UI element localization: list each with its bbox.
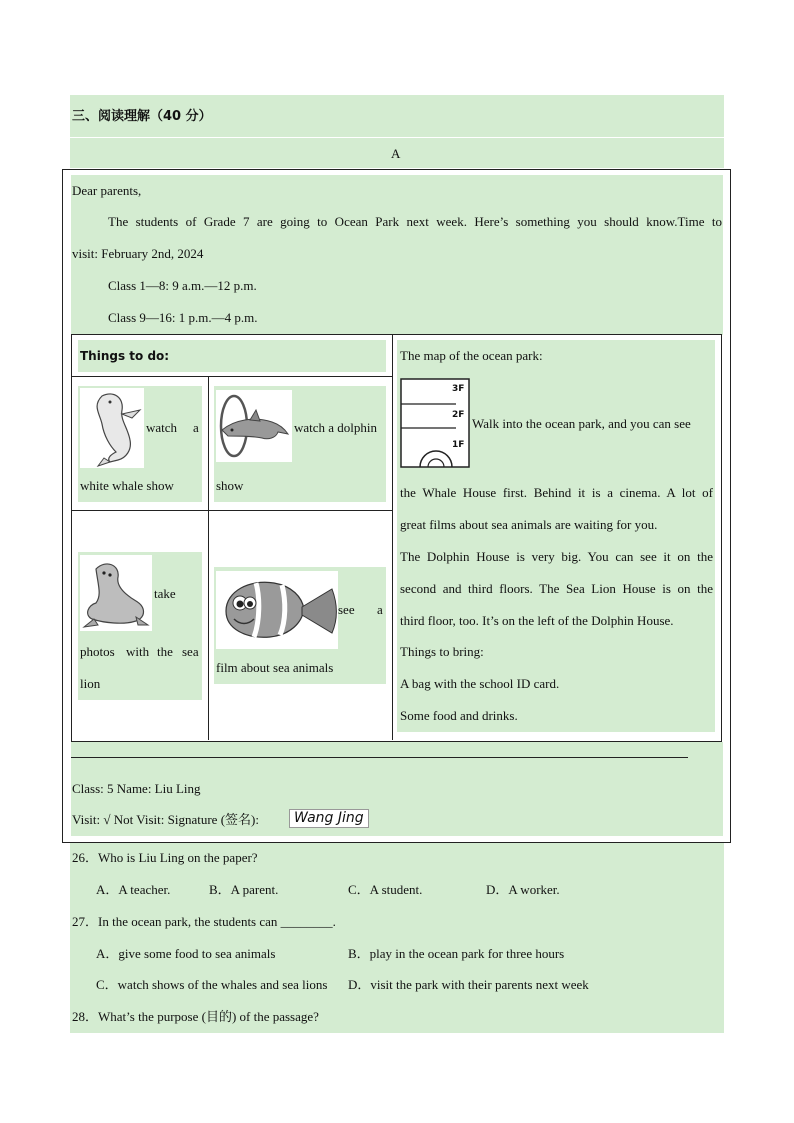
film-line-1b: a: [377, 602, 383, 617]
band-questions: [70, 843, 724, 1033]
table-row-line-2: [72, 510, 392, 511]
floor-label-2f: 2F: [452, 410, 465, 420]
activity-table: [71, 334, 722, 742]
signature: Wang Jing: [289, 809, 369, 828]
clownfish-icon: [216, 571, 338, 649]
sealion-line-2c: the: [157, 644, 173, 659]
whale-line-1: watch: [146, 420, 178, 435]
map-title: The map of the ocean park:: [400, 348, 543, 363]
film-line-2: film about sea animals: [216, 660, 334, 675]
bring-item-2: Some food and drinks.: [400, 708, 518, 723]
map-line-6: third floor, too. It’s on the left of the Dolphin House.: [400, 613, 674, 628]
floor-label-1f: 1F: [452, 440, 465, 450]
whale-line-1b: a: [193, 420, 199, 435]
question-28: 28．What’s the purpose (目的) of the passage?: [72, 1009, 319, 1024]
map-line-4: The Dolphin House is very big. You can see it on the: [400, 549, 713, 564]
dolphin-icon: [216, 390, 292, 462]
dolphin-line-1: watch a dolphin: [294, 420, 378, 435]
schedule-class-9-16: Class 9—16: 1 p.m.—4 p.m.: [108, 310, 258, 325]
things-to-do-heading: Things to do:: [80, 349, 170, 363]
film-line-1a: see: [338, 602, 355, 617]
table-row-line-1: [72, 376, 392, 377]
map-line-2: the Whale House first. Behind it is a cinema. A lot of: [400, 485, 713, 500]
table-divider-main: [392, 335, 393, 740]
question-26: 26．Who is Liu Ling on the paper?: [72, 850, 258, 865]
sealion-line-3: lion: [80, 676, 101, 691]
letter-line-1: The students of Grade 7 are going to Ocean Park next week. Here’s something you should know.Time to: [108, 214, 722, 229]
bring-item-1: A bag with the school ID card.: [400, 676, 560, 691]
map-line-5: second and third floors. The Sea Lion House is on the: [400, 581, 713, 596]
q26-option-c[interactable]: C．A student.: [348, 882, 423, 897]
floor-label-3f: 3F: [452, 384, 465, 394]
white-whale-icon: [80, 388, 144, 468]
q27-option-a[interactable]: A．give some food to sea animals: [96, 946, 276, 961]
letter-line-2: visit: February 2nd, 2024: [72, 246, 204, 261]
map-line-3: great films about sea animals are waiting for you.: [400, 517, 658, 532]
question-27: 27．In the ocean park, the students can ________.: [72, 914, 336, 929]
q26-option-a[interactable]: A．A teacher.: [96, 882, 171, 897]
q26-option-d[interactable]: D．A worker.: [486, 882, 560, 897]
sealion-line-2d: sea: [182, 644, 199, 659]
sealion-line-2a: photos: [80, 644, 115, 659]
dolphin-line-2: show: [216, 478, 244, 493]
q27-option-d[interactable]: D．visit the park with their parents next week: [348, 977, 589, 992]
letter-greeting: Dear parents,: [72, 183, 142, 198]
bring-title: Things to bring:: [400, 644, 484, 659]
sealion-line-2b: with: [126, 644, 150, 659]
whale-line-2: white whale show: [80, 478, 174, 493]
sealion-line-1: take: [154, 586, 176, 601]
sea-lion-icon: [80, 555, 152, 631]
passage-label: A: [391, 146, 401, 161]
form-visit: Visit: √ Not Visit: Signature (签名):: [72, 812, 259, 827]
table-divider-mid: [208, 376, 209, 740]
map-line-1: Walk into the ocean park, and you can see: [472, 416, 691, 431]
schedule-class-1-8: Class 1—8: 9 a.m.—12 p.m.: [108, 278, 257, 293]
section-heading: 三、阅读理解（40 分）: [72, 109, 212, 124]
q27-option-b[interactable]: B．play in the ocean park for three hours: [348, 946, 565, 961]
form-class-name: Class: 5 Name: Liu Ling: [72, 781, 201, 796]
q27-option-c[interactable]: C．watch shows of the whales and sea lions: [96, 977, 328, 992]
q26-option-b[interactable]: B．A parent.: [209, 882, 279, 897]
form-separator: [71, 757, 688, 758]
